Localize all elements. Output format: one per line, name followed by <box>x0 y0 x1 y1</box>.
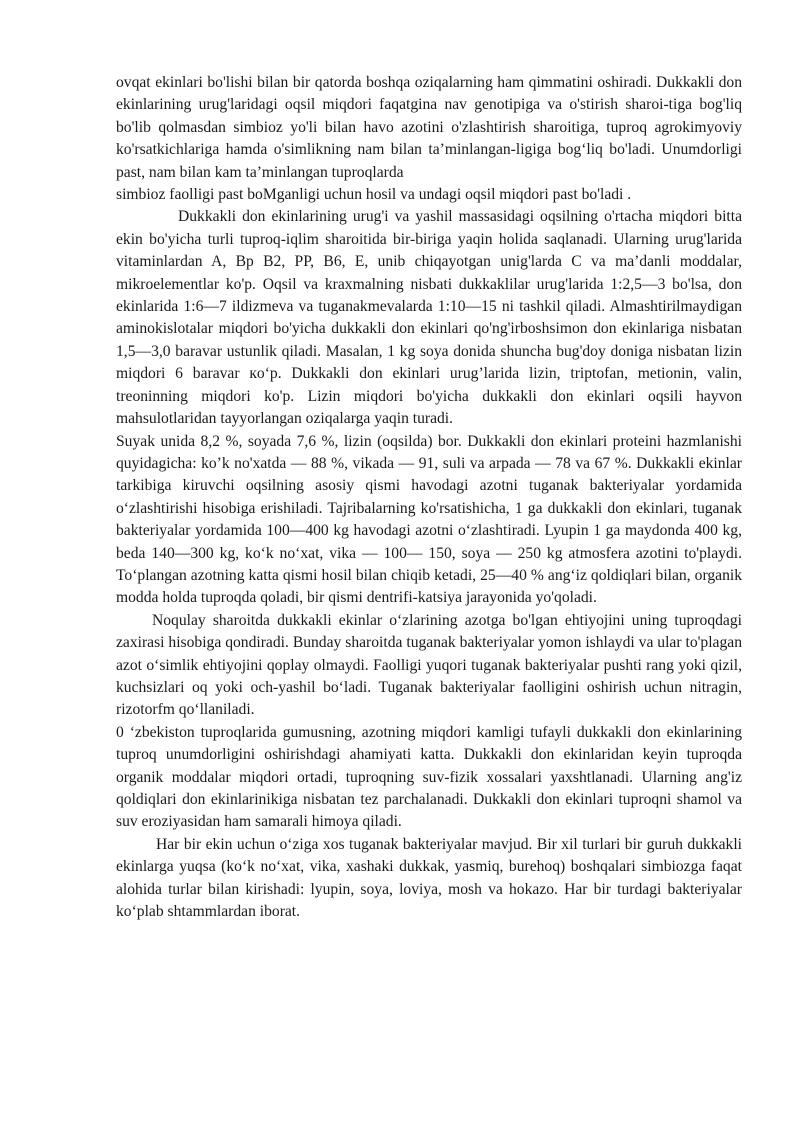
paragraph-4: Suyak unida 8,2 %, soyada 7,6 %, lizin (oqsilda) bor. Dukkakli don ekinlari proteini hazmlanishi quyidagicha: ko’k no'xatda — 88 %, vikada — 91, suli va arpada — 78 va 67 %. Dukkakli ekinlar tarkibiga kiruvchi oqsilning asosiy qismi havodagi azotni tuganak bakteriyalar yordamida o‘zlashtirishi hisobiga erishiladi. Tajribalarning ko'rsatishicha, 1 ga dukkakli don ekinlari, tuganak bakteriyalar yordamida 100—400 kg havodagi azotni o‘zlashtiradi. Lyupin 1 ga maydonda 400 kg, beda 140—300 kg, ko‘k no‘xat, vika — 100— 150, soya — 250 kg atmosfera azotini to'playdi. To‘plangan azotning katta qismi hosil bilan chiqib ketadi, 25—40 % ang‘iz qoldiqlari bilan, organik modda holda tuproqda qoladi, bir qismi dentrifi-katsiya jarayonida yo'qoladi. <box>116 432 742 607</box>
paragraph-7: Har bir ekin uchun o‘ziga xos tuganak bakteriyalar mavjud. Bir xil turlari bir guruh dukkakli ekinlarga yuqsa (ko‘k no‘xat, vika, xashaki dukkak, yasmiq, burehoq) boshqalari simbiozga faqat alohida turlar bilan kirishadi: lyupin, soya, loviya, mosh va hokazo. Har bir turdagi bakteriyalar ko‘plab shtammlardan iborat. <box>116 835 742 921</box>
paragraph-6: 0 ‘zbekiston tuproqlarida gumusning, azotning miqdori kamligi tufayli dukkakli don ekinlarining tuproq unumdorligini oshirishdagi ahamiyati katta. Dukkakli don ekinlaridan keyin tuproqda organik moddalar miqdori ortadi, tuproqning suv-fizik xossalari yaxshtlanadi. Ularning ang'iz qoldiqlari don ekinlarinikiga nisbatan tez parchalanadi. Dukkakli don ekinlari tuproqni shamol va suv eroziyasidan ham samarali himoya qiladi. <box>116 723 742 831</box>
paragraph-3: Dukkakli don ekinlarining urug'i va yashil massasidagi oqsilning o'rtacha miqdori bitta ekin bo'yicha turli tuproq-iqlim sharoitida bir-biriga yaqin holida saqlanadi. Ularning urug'larida vitaminlardan A, Bp B2, PP, B6, E, unib chiqayotgan unig'larda C va ma’danli moddalar, mikroelementlar ko'p. Oqsil va kraxmalning nisbati dukkaklilar urug'larida 1:2,5—3 bo'lsa, don ekinlarida 1:6—7 ildizmeva va tuganakmevalarda 1:10—15 ni tashkil qiladi. Almashtirilmaydigan aminokislotalar miqdori bo'yicha dukkakli don ekinlari qo'ng'irboshsimon don ekinlariga nisbatan 1,5—3,0 baravar ustunlik qiladi. Masalan, 1 kg soya donida shuncha bug'doy doniga nisbatan lizin miqdori 6 baravar кo‘p. Dukkakli don ekinlari urug’larida lizin, triptofan, metionin, valin, treoninning miqdori ko'p. Lizin miqdori bo'yicha dukkakli don ekinlari oqsili hayvon mahsulotlaridan tayyorlangan oziqalarga yaqin turadi. <box>116 208 742 428</box>
paragraph-2: simbioz faolligi past boMganligi uchun hosil va undagi oqsil miqdori past bo'ladi . <box>116 186 632 204</box>
paragraph-1: ovqat ekinlari bo'lishi bilan bir qatorda boshqa oziqalarning ham qimmatini oshiradi. Dukkakli don ekinlarining urug'laridagi oqsil miqdori faqatgina nav genotipiga va o'stirish sharoi-tiga bog'liq bo'lib qolmasdan simbioz yo'li bilan havo azotini o'zlashtirish sharoitiga, tuproq agrokimyoviy ko'rsatkichlariga hamda o'simlikning nam bilan ta’minlangan-ligiga bog‘liq bo'ladi. Unumdorligi past, nam bilan kam ta’minlangan tuproqlarda <box>116 74 742 181</box>
paragraph-5: Noqulay sharoitda dukkakli ekinlar o‘zlarining azotga bo'lgan ehtiyojini uning tuproqdagi zaxirasi hisobiga qondiradi. Bunday sharoitda tuganak bakteriyalar yomon ishlaydi va ular to'plagan azot o‘simlik ehtiyojini qoplay olmaydi. Faolligi yuqori tuganak bakteriyalar pushti rang yoki qizil, kuchsizlari oq yoki och-yashil bo‘ladi. Tuganak bakteriyalar faolligini oshirish uchun nitragin, rizotorfm qo‘llaniladi. <box>116 611 742 719</box>
document-page <box>116 72 742 923</box>
